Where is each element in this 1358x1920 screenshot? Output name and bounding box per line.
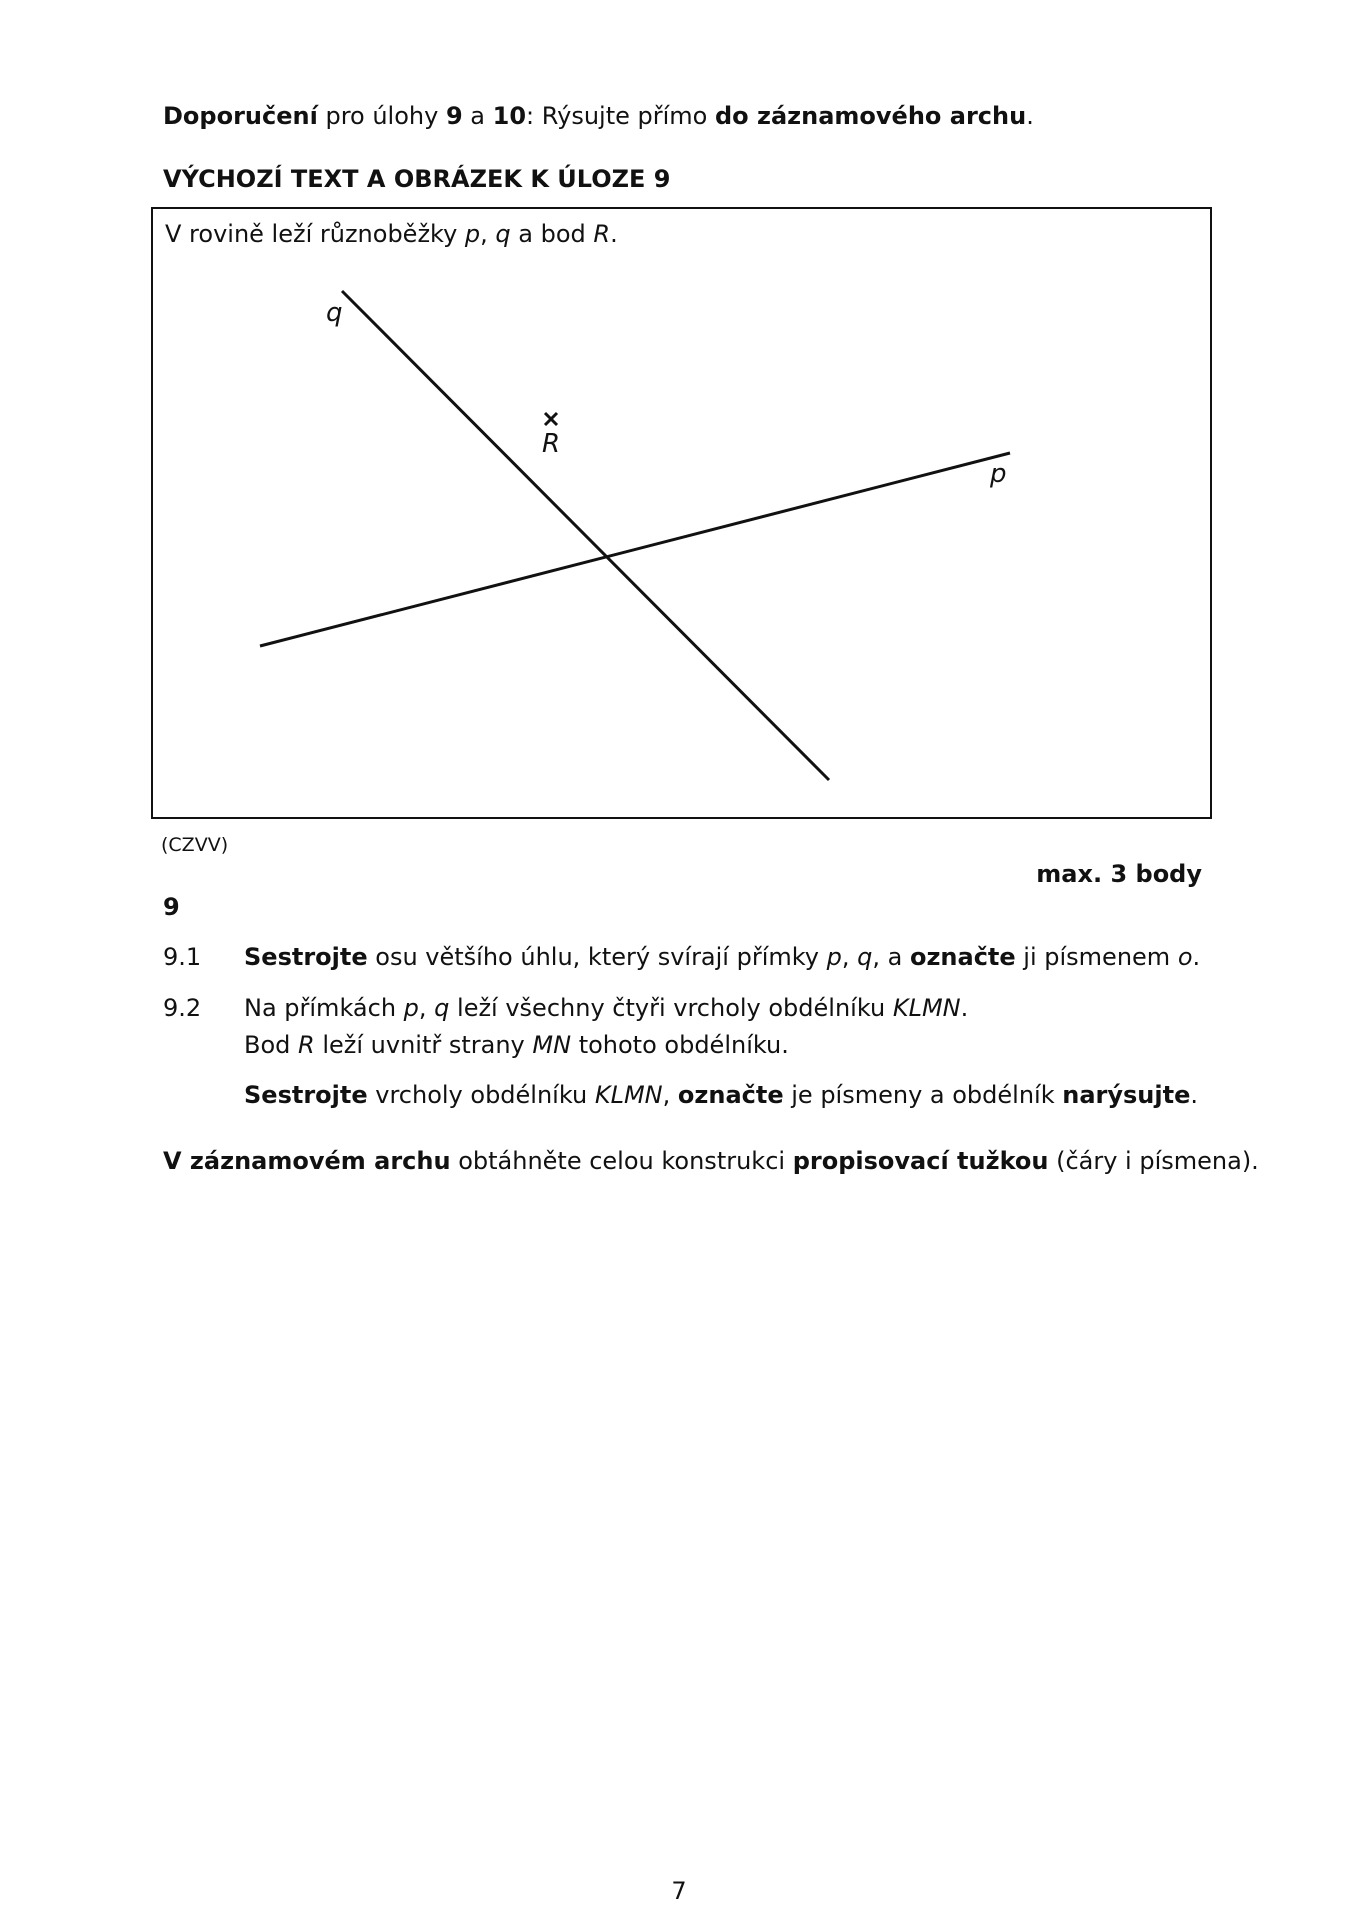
recommendation-text-3: : Rýsujte přímo: [526, 102, 715, 130]
subtask-1-letter-o: o: [1177, 943, 1193, 971]
subtask-2-l3-bold-1: Sestrojte: [244, 1081, 368, 1109]
figure-box: [151, 207, 1212, 819]
page-number: 7: [671, 1877, 687, 1905]
label-q: q: [326, 298, 343, 328]
recommendation-bold-1: Doporučení: [163, 102, 318, 130]
recommendation-bold-3: 10: [492, 102, 527, 130]
recommendation-text-2: a: [462, 102, 493, 130]
intro-line-p: p: [464, 220, 481, 248]
recommendation-text-4: .: [1026, 102, 1034, 130]
source-credit: (CZVV): [161, 834, 229, 856]
subtask-2-l3-text-2: ,: [662, 1081, 678, 1109]
intro-text-2: ,: [480, 220, 496, 248]
label-r: R: [542, 429, 561, 459]
intro-line-q: q: [495, 220, 511, 248]
subtask-2-l3-text-3: je písmeny a obdélník: [783, 1081, 1063, 1109]
subtask-2-l1-text-3: leží všechny čtyři vrcholy obdélníku: [449, 994, 893, 1022]
task-number: 9: [163, 893, 180, 921]
line-q: [342, 291, 829, 780]
recommendation-bold-2: 9: [445, 102, 463, 130]
subtask-2-l2-mn: MN: [532, 1031, 572, 1059]
subtask-2-l3-bold-3: narýsujte: [1062, 1081, 1191, 1109]
intro-text-4: .: [610, 220, 618, 248]
subtask-2-l2-text-2: leží uvnitř strany: [314, 1031, 533, 1059]
subtask-2-l1-text-4: .: [960, 994, 969, 1022]
subtask-2-l2-point-r: R: [298, 1031, 315, 1059]
label-p: p: [990, 459, 1007, 489]
subtask-2-l1-text-2: ,: [418, 994, 435, 1022]
subtask-1-number: 9.1: [163, 943, 202, 971]
subtask-2-l3-text-1: vrcholy obdélníku: [367, 1081, 595, 1109]
subtask-2-l1-text-1: Na přímkách: [244, 994, 404, 1022]
intro-point-r: R: [593, 220, 611, 248]
subtask-1-bold-2: označte: [909, 943, 1016, 971]
final-note-text-1: obtáhněte celou konstrukci: [450, 1147, 793, 1175]
subtask-1-text: [244, 942, 1200, 972]
subtask-1-text-5: .: [1192, 943, 1201, 971]
intro-text-3: a bod: [510, 220, 594, 248]
subtask-2-number: 9.2: [163, 994, 202, 1022]
subtask-2-l3-klmn: KLMN: [594, 1081, 663, 1109]
subtask-1-text-4: ji písmenem: [1015, 943, 1178, 971]
final-note-bold-2: propisovací tužkou: [792, 1147, 1049, 1175]
subtask-2-line-1: [244, 993, 968, 1023]
final-note: [163, 1146, 1259, 1176]
recommendation-line: [163, 101, 1034, 131]
final-note-text-2: (čáry i písmena).: [1048, 1147, 1259, 1175]
recommendation-text-1: pro úlohy: [317, 102, 446, 130]
final-note-bold-1: V záznamovém archu: [163, 1147, 451, 1175]
subtask-1-text-1: osu většího úhlu, který svírají přímky: [367, 943, 827, 971]
geometry-figure: [153, 209, 1210, 817]
subtask-2-l2-text-1: Bod: [244, 1031, 299, 1059]
subtask-2-l1-klmn: KLMN: [892, 994, 961, 1022]
subtask-1-text-2: ,: [841, 943, 858, 971]
subtask-2-line-2: [244, 1030, 789, 1060]
subtask-2-l3-text-4: .: [1190, 1081, 1198, 1109]
subtask-2-line-3: [244, 1080, 1198, 1110]
subtask-2-l1-line-p: p: [403, 994, 419, 1022]
subtask-1-line-q: q: [857, 943, 873, 971]
recommendation-bold-4: do záznamového archu: [714, 102, 1027, 130]
point-r-cross: [545, 413, 557, 425]
subtask-1-bold-1: Sestrojte: [244, 943, 368, 971]
subtask-1-line-p: p: [826, 943, 842, 971]
subtask-2-l1-line-q: q: [434, 994, 450, 1022]
subtask-2-l2-text-3: tohoto obdélníku.: [571, 1031, 789, 1059]
max-points: max. 3 body: [1036, 860, 1202, 888]
line-p: [260, 453, 1010, 646]
subtask-2-l3-bold-2: označte: [677, 1081, 784, 1109]
intro-text-1: V rovině leží různoběžky: [165, 220, 465, 248]
section-heading: VÝCHOZÍ TEXT A OBRÁZEK K ÚLOZE 9: [163, 165, 671, 193]
subtask-1-text-3: , a: [872, 943, 910, 971]
